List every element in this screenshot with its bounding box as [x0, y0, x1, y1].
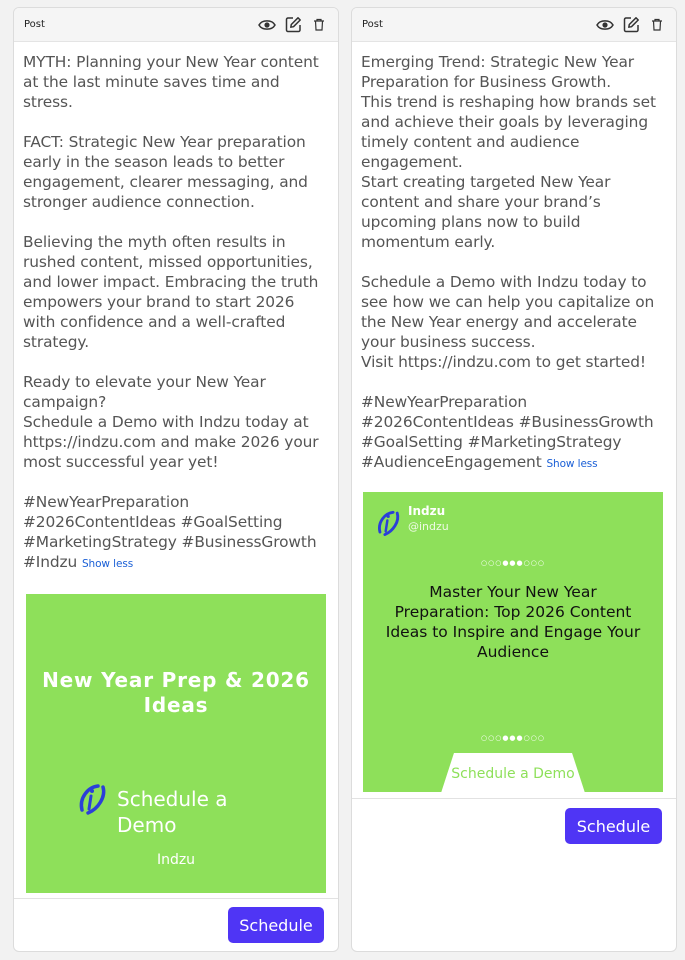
post-card-2	[351, 7, 677, 952]
post-text	[352, 42, 676, 474]
post-card-1	[13, 7, 339, 952]
card-actions	[596, 16, 666, 34]
card-header	[352, 8, 676, 42]
trash-icon[interactable]	[648, 16, 666, 34]
post-image	[26, 594, 326, 893]
post-body: MYTH: Planning your New Year content at the last minute saves time and stress. FACT: Strategic New Year preparation early in the season leads to better engagement, clearer messaging, and stronger audience connection. Believing the myth often results in rushed content, missed opportunities, and lower impact. Embracing the truth empowers your brand to start 2026 with confidence and a well-crafted strategy. Ready to elevate your New Year campaign? Schedule a Demo with Indzu today at https://indzu.com and make 2026 your most successful year yet! #NewYearPreparation #2026ContentIdeas #GoalSetting #MarketingStrategy #BusinessGrowth #Indzu	[23, 53, 319, 571]
image-title: New Year Prep & 2026 Ideas	[42, 668, 310, 717]
schedule-button[interactable]: Schedule	[565, 808, 662, 844]
post-text	[14, 42, 338, 574]
image-brand: Indzu	[156, 852, 196, 868]
card-header-label: Post	[24, 19, 45, 30]
card-actions	[258, 16, 328, 34]
show-less-link[interactable]: Show less	[546, 458, 598, 470]
show-less-link[interactable]: Show less	[81, 558, 134, 570]
carousel-dots-top: ○○○●●●○○○	[481, 559, 545, 567]
card-header-label: Post	[362, 19, 383, 30]
footer-divider	[14, 898, 338, 899]
image-headline: Master Your New Year Preparation: Top 2026 Content Ideas to Inspire and Engage Your Audience	[385, 583, 641, 661]
post-image	[363, 492, 663, 792]
image-cta: Schedule a Demo	[451, 766, 575, 782]
carousel-dots-bottom: ○○○●●●○○○	[481, 734, 545, 742]
footer-divider	[352, 798, 676, 799]
image-brand-handle: @indzu	[408, 520, 449, 533]
edit-icon[interactable]	[622, 16, 640, 34]
schedule-button[interactable]: Schedule	[228, 907, 324, 943]
edit-icon[interactable]	[284, 16, 302, 34]
indzu-logo-icon	[375, 509, 403, 541]
eye-icon[interactable]	[596, 16, 614, 34]
card-header	[14, 8, 338, 42]
indzu-logo-icon	[76, 782, 110, 820]
image-cta-text: Schedule a Demo	[117, 787, 228, 837]
image-cta	[117, 786, 247, 838]
image-brand-name: Indzu	[408, 504, 446, 518]
trash-icon[interactable]	[310, 16, 328, 34]
eye-icon[interactable]	[258, 16, 276, 34]
post-body: Emerging Trend: Strategic New Year Preparation for Business Growth. This trend is reshaping how brands set and achieve their goals by leveraging timely content and audience engagement. Start creating targeted New Year content and share your brand’s upcoming plans now to build momentum early. Schedule a Demo with Indzu today to see how we can help you capitalize on the New Year energy and accelerate your business success. Visit https://indzu.com to get started! #NewYearPreparation #2026ContentIdeas #BusinessGrowth #GoalSetting #MarketingStrategy #AudienceEngagement	[361, 53, 656, 471]
